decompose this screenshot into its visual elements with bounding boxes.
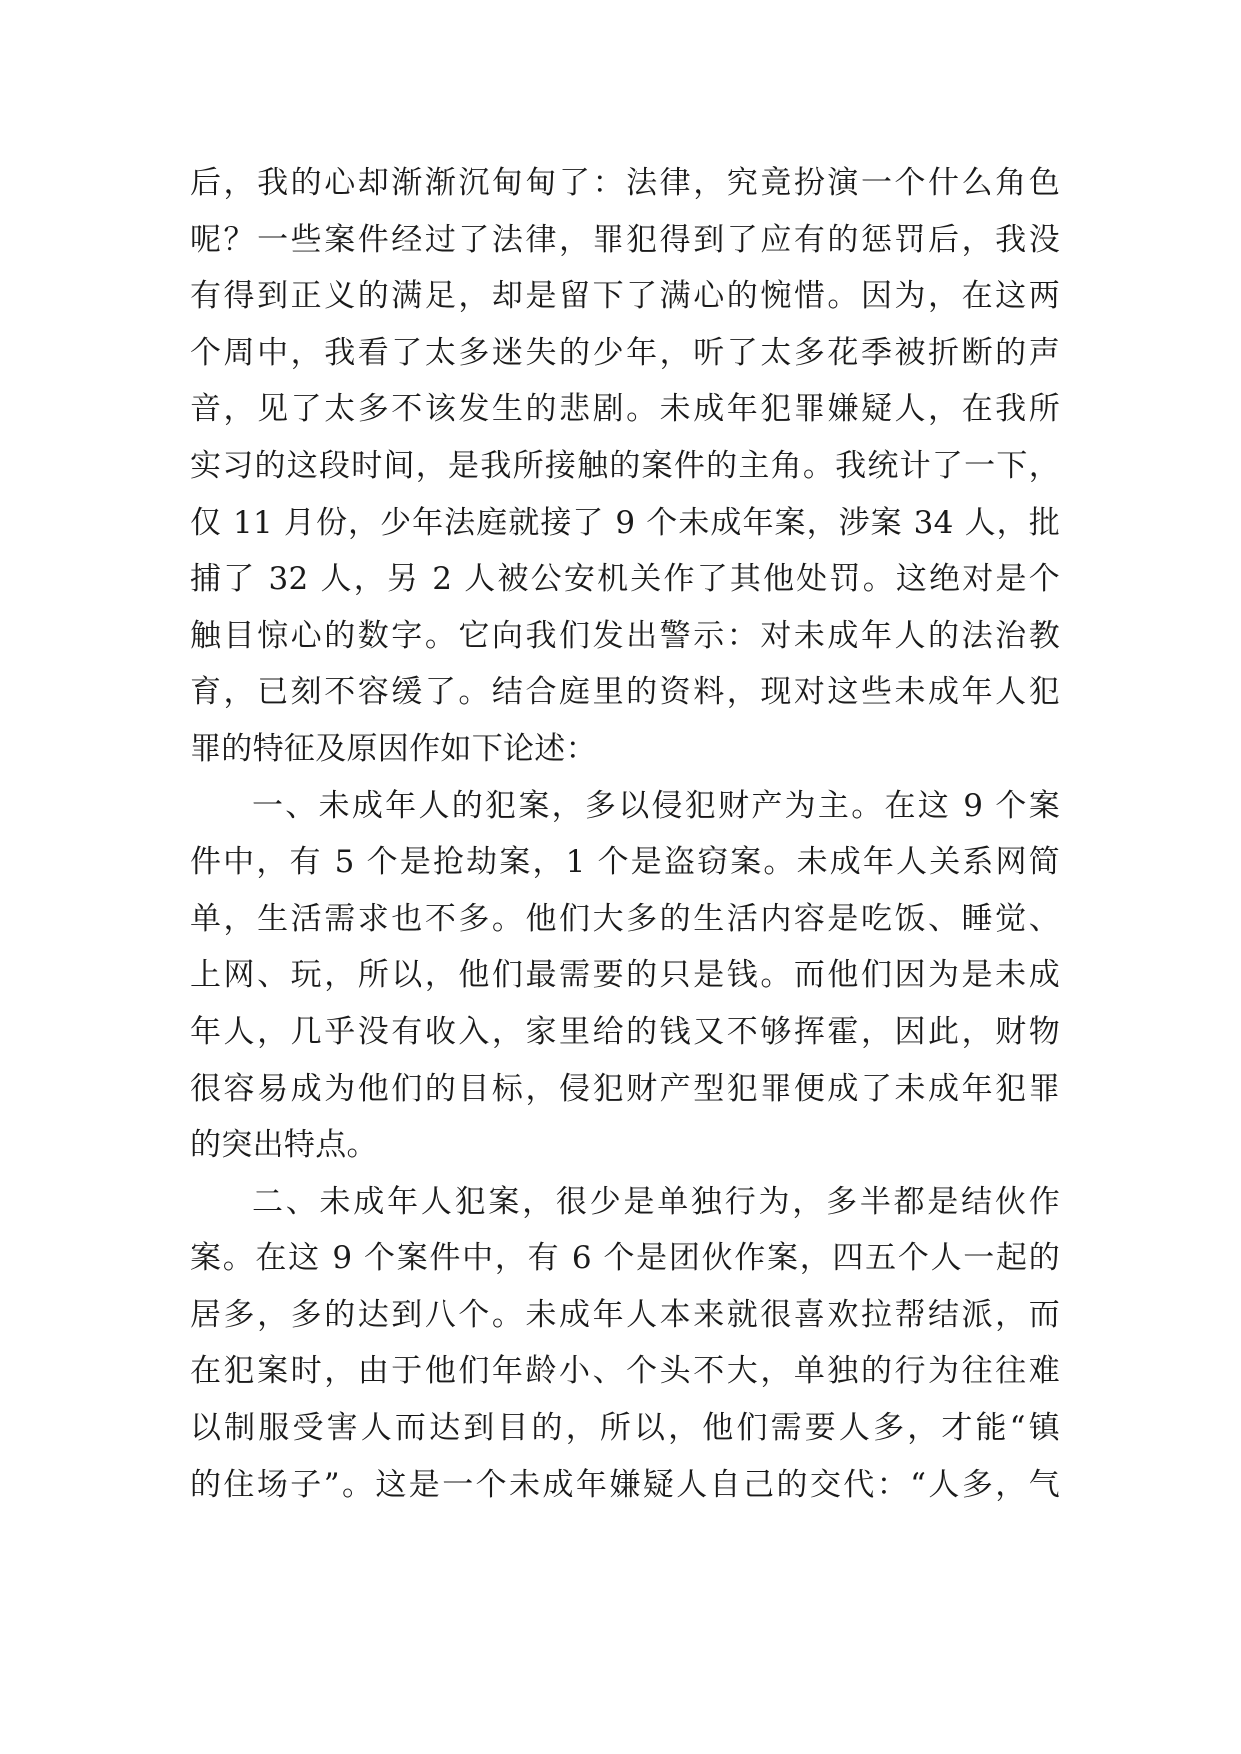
text-line: 以制服受害人而达到目的，所以，他们需要人多，才能“镇 [190, 1410, 1060, 1447]
text-line: 单，生活需求也不多。他们大多的生活内容是吃饭、睡觉、 [190, 900, 1060, 937]
text-line: 音，见了太多不该发生的悲剧。未成年犯罪嫌疑人，在我所 [190, 391, 1060, 428]
text-line: 年人，几乎没有收入，家里给的钱又不够挥霍，因此，财物 [190, 1013, 1060, 1050]
text-line: 案。在这 9 个案件中，有 6 个是团伙作案，四五个人一起的 [190, 1240, 1060, 1277]
text-line: 后，我的心却渐渐沉甸甸了：法律，究竟扮演一个什么角色 [190, 165, 1060, 201]
paragraph-start-line: 一、未成年人的犯案，多以侵犯财产为主。在这 9 个案 [252, 787, 1060, 824]
text-line: 仅 11 月份，少年法庭就接了 9 个未成年案，涉案 34 人，批 [190, 504, 1060, 541]
text-line: 实习的这段时间，是我所接触的案件的主角。我统计了一下， [190, 447, 1060, 484]
text-line: 很容易成为他们的目标，侵犯财产型犯罪便成了未成年犯罪 [190, 1070, 1060, 1107]
paragraph-start-line: 二、未成年人犯案，很少是单独行为，多半都是结伙作 [252, 1183, 1060, 1220]
text-line: 捕了 32 人，另 2 人被公安机关作了其他处罚。这绝对是个 [190, 561, 1060, 598]
text-line: 个周中，我看了太多迷失的少年，听了太多花季被折断的声 [190, 334, 1060, 371]
text-line: 呢？一些案件经过了法律，罪犯得到了应有的惩罚后，我没 [190, 221, 1060, 258]
text-line: 罪的特征及原因作如下论述： [190, 730, 597, 767]
body-text [190, 155, 1060, 1513]
text-line: 在犯案时，由于他们年龄小、个头不大，单独的行为往往难 [190, 1353, 1060, 1390]
text-line: 的突出特点。 [190, 1127, 378, 1164]
text-line: 触目惊心的数字。它向我们发出警示：对未成年人的法治教 [190, 617, 1060, 654]
text-line: 的住场子”。这是一个未成年嫌疑人自己的交代：“人多，气 [190, 1466, 1060, 1503]
text-line: 件中，有 5 个是抢劫案，1 个是盗窃案。未成年人关系网简 [190, 844, 1060, 881]
text-line: 有得到正义的满足，却是留下了满心的惋惜。因为，在这两 [190, 278, 1060, 315]
text-line: 上网、玩，所以，他们最需要的只是钱。而他们因为是未成 [190, 957, 1060, 994]
text-line: 育，已刻不容缓了。结合庭里的资料，现对这些未成年人犯 [190, 674, 1060, 711]
text-line: 居多，多的达到八个。未成年人本来就很喜欢拉帮结派，而 [190, 1296, 1060, 1333]
